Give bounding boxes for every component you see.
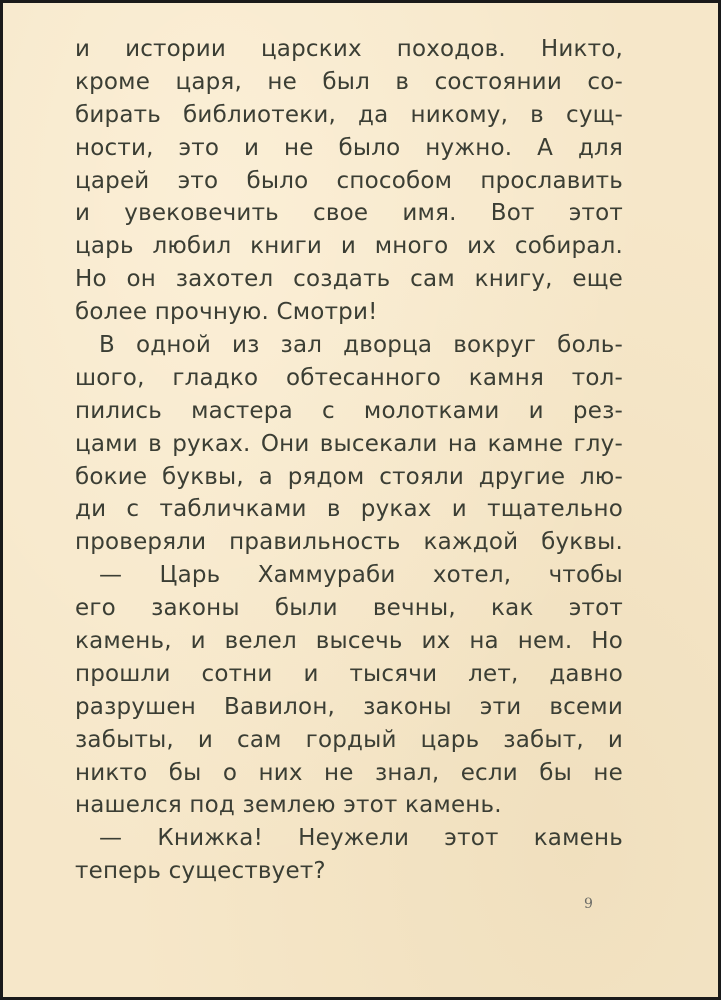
text-line: и истории царских походов. Никто, [75,36,623,62]
text-line-paragraph-start: — Царь Хаммураби хотел, чтобы [99,562,623,589]
text-line: и увековечить свое имя. Вот этот [75,200,623,227]
text-line: Но он захотел создать сам книгу, еще [75,266,623,293]
text-line: пились мастера с молотками и рез- [75,397,623,424]
text-line: камень, и велел высечь их на нем. Но [75,628,623,655]
text-line: бирать библиотеки, да никому, в сущ- [75,101,623,128]
text-line: нашелся под землею этот камень. [75,792,502,819]
page-body-text [75,33,623,888]
text-line: царь любил книги и много их собирал. [75,233,623,260]
text-line: разрушен Вавилон, законы эти всеми [75,693,623,720]
text-line: его законы были вечны, как этот [75,595,623,622]
text-line: царей это было способом прославить [75,167,623,194]
text-line: кроме царя, не был в состоянии со- [75,68,623,95]
text-line: прошли сотни и тысячи лет, давно [75,660,623,687]
book-page [3,3,718,997]
text-line: цами в руках. Они высекали на камне глу- [75,430,623,457]
text-line: забыты, и сам гордый царь забыт, и [75,726,623,753]
text-line: бокие буквы, а рядом стояли другие лю- [75,463,623,490]
text-line: шого, гладко обтесанного камня тол- [75,364,623,391]
text-line: проверяли правильность каждой буквы. [75,529,623,556]
text-line: ности, это и не было нужно. А для [75,134,623,161]
text-line: более прочную. Смотри! [75,299,378,326]
page-number: 9 [584,896,593,912]
text-line-paragraph-start: — Книжка! Неужели этот камень [99,825,623,852]
text-line: ди с табличками в руках и тщательно [75,496,623,523]
text-line: никто бы о них не знал, если бы не [75,759,623,786]
text-line: теперь существует? [75,858,326,885]
text-line-paragraph-start: В одной из зал дворца вокруг боль- [99,332,623,359]
